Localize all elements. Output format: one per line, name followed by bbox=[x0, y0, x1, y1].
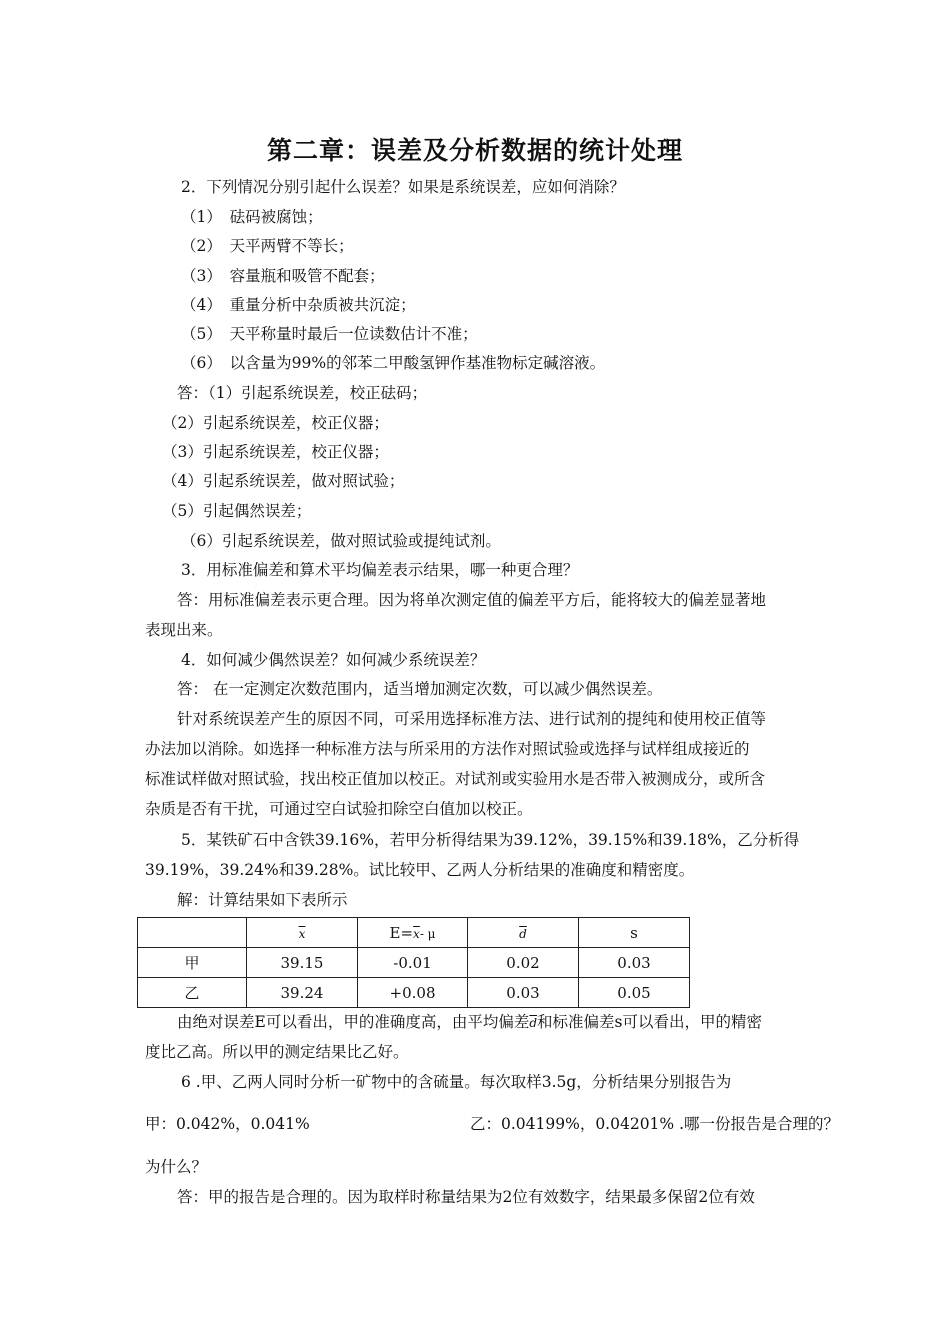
answer-4-line-1: 答： 在一定测定次数范围内，适当增加测定次数，可以减少偶然误差。 bbox=[177, 680, 663, 698]
answer-2-line-2: （2）引起系统误差，校正仪器； bbox=[162, 414, 389, 432]
answer-3-line-2: 表现出来。 bbox=[145, 621, 223, 639]
mean-symbol-inline: $\overline{x}$ bbox=[413, 926, 420, 941]
table-cell: 39.24 bbox=[247, 978, 358, 1008]
question-5-line-1: 5．某铁矿石中含铁39.16%，若甲分析得结果为39.12%，39.15%和39.18%，乙分析得 bbox=[181, 831, 800, 849]
question-2-item-6: （6） 以含量为99%的邻苯二甲酸氢钾作基准物标定碱溶液。 bbox=[181, 354, 606, 372]
avg-deviation-symbol-inline: $\overline{d}$ bbox=[529, 1016, 538, 1030]
header-mean bbox=[247, 918, 358, 948]
header-std-deviation: s bbox=[579, 918, 690, 948]
answer-2-line-4: （4）引起系统误差，做对照试验； bbox=[162, 472, 405, 490]
page-title: 第二章：误差及分析数据的统计处理 bbox=[266, 136, 683, 165]
question-2-item-2: （2） 天平两臂不等长； bbox=[181, 237, 354, 255]
question-5-line-2: 39.19%，39.24%和39.28%。试比较甲、乙两人分析结果的准确度和精密度。 bbox=[145, 861, 695, 879]
answer-4-line-4: 标准试样做对照试验，找出校正值加以校正。对试剂或实验用水是否带入被测成分，或所含 bbox=[145, 770, 766, 788]
header-avg-deviation bbox=[468, 918, 579, 948]
table-cell: -0.01 bbox=[358, 948, 468, 978]
conclusion-5-line-1 bbox=[177, 1012, 762, 1033]
question-6-report-yi: 乙：0.04199%，0.04201% .哪一份报告是合理的？ bbox=[470, 1115, 840, 1133]
mu-term: - μ bbox=[419, 926, 436, 941]
table-cell: 0.02 bbox=[468, 948, 579, 978]
header-empty-cell bbox=[138, 918, 247, 948]
question-2-item-4: （4） 重量分析中杂质被共沉淀； bbox=[181, 296, 416, 314]
answer-2-line-1: 答：（1）引起系统误差，校正砝码； bbox=[177, 384, 428, 402]
table-header-row bbox=[138, 918, 690, 948]
question-6-line-3: 为什么？ bbox=[145, 1158, 208, 1176]
table-cell: 0.03 bbox=[468, 978, 579, 1008]
answer-4-line-5: 杂质是否有干扰，可通过空白试验扣除空白值加以校正。 bbox=[145, 800, 533, 818]
answer-4-line-3: 办法加以消除。如选择一种标准方法与所采用的方法作对照试验或选择与试样组成接近的 bbox=[145, 740, 750, 758]
question-6-report-jia: 甲：0.042%，0.041% bbox=[145, 1115, 310, 1133]
table-cell: +0.08 bbox=[358, 978, 468, 1008]
error-symbol: E= bbox=[389, 923, 414, 942]
question-2-item-5: （5） 天平称量时最后一位读数估计不准； bbox=[181, 325, 478, 343]
question-3: 3．用标准偏差和算术平均偏差表示结果，哪一种更合理？ bbox=[181, 561, 579, 579]
table-cell: 0.05 bbox=[579, 978, 690, 1008]
mean-symbol: $\overline{x}$ bbox=[298, 926, 306, 941]
conclusion-5-line-2: 度比乙高。所以甲的测定结果比乙好。 bbox=[145, 1043, 409, 1061]
question-4: 4．如何减少偶然误差？如何减少系统误差？ bbox=[181, 651, 486, 669]
table-row bbox=[138, 978, 690, 1008]
question-6-line-1: 6 .甲、乙两人同时分析一矿物中的含硫量。每次取样3.5g，分析结果分别报告为 bbox=[181, 1073, 732, 1091]
conclusion-text-a: 由绝对误差E可以看出，甲的准确度高，由平均偏差 bbox=[177, 1013, 530, 1031]
answer-2-line-5: （5）引起偶然误差； bbox=[162, 502, 312, 520]
table-row bbox=[138, 948, 690, 978]
conclusion-text-b: 和标准偏差s可以看出，甲的精密 bbox=[537, 1013, 762, 1031]
row-label: 甲 bbox=[138, 948, 247, 978]
answer-6: 答：甲的报告是合理的。因为取样时称量结果为2位有效数字，结果最多保留2位有效 bbox=[177, 1188, 755, 1206]
answer-5-intro: 解：计算结果如下表所示 bbox=[177, 891, 348, 909]
table-cell: 39.15 bbox=[247, 948, 358, 978]
table-cell: 0.03 bbox=[579, 948, 690, 978]
avg-deviation-symbol: $\overline{d}$ bbox=[519, 926, 527, 941]
answer-3-line-1: 答：用标准偏差表示更合理。因为将单次测定值的偏差平方后，能将较大的偏差显著地 bbox=[177, 591, 767, 609]
header-error bbox=[358, 918, 468, 948]
answer-2-line-6: （6）引起系统误差，做对照试验或提纯试剂。 bbox=[181, 532, 501, 550]
answer-2-line-3: （3）引起系统误差，校正仪器； bbox=[162, 443, 389, 461]
row-label: 乙 bbox=[138, 978, 247, 1008]
answer-4-line-2: 针对系统误差产生的原因不同，可采用选择标准方法、进行试剂的提纯和使用校正值等 bbox=[177, 710, 767, 728]
question-2-item-3: （3） 容量瓶和吸管不配套； bbox=[181, 267, 385, 285]
question-2-item-1: （1） 砝码被腐蚀； bbox=[181, 208, 323, 226]
question-2: 2．下列情况分别引起什么误差？如果是系统误差，应如何消除？ bbox=[181, 178, 625, 196]
results-table bbox=[137, 917, 690, 1008]
